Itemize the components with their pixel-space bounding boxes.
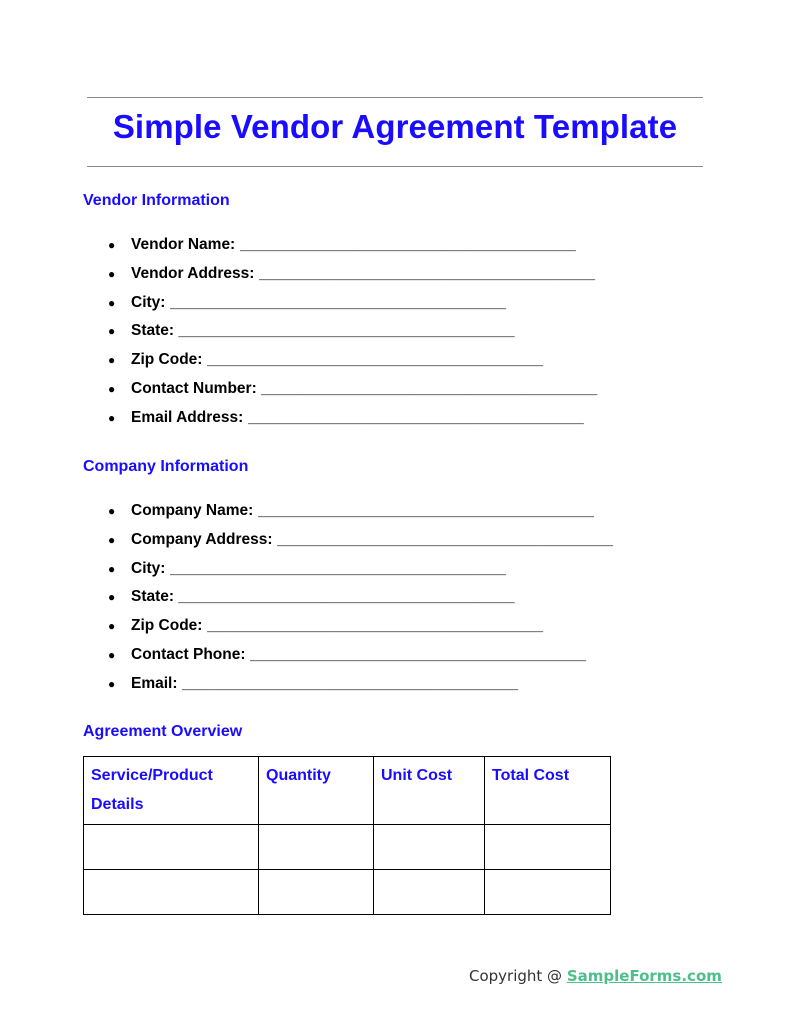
column-header-quantity: Quantity <box>259 757 374 825</box>
table-cell[interactable] <box>374 870 485 915</box>
column-header-total-cost: Total Cost <box>485 757 611 825</box>
company-field-list <box>108 497 615 699</box>
field-label: Vendor Name: <box>131 236 236 253</box>
table-row <box>84 870 611 915</box>
bullet-icon: ● <box>108 532 116 547</box>
vendor-name-field[interactable] <box>108 231 599 260</box>
company-state-field[interactable] <box>108 583 615 612</box>
table-cell[interactable] <box>259 870 374 915</box>
field-label: State: <box>131 588 175 606</box>
company-email-field[interactable] <box>108 670 615 699</box>
vendor-address-field[interactable] <box>108 260 599 289</box>
agreement-section-heading: Agreement Overview <box>83 723 243 740</box>
table-cell[interactable] <box>259 825 374 870</box>
table-cell[interactable] <box>84 870 259 915</box>
vendor-state-field[interactable] <box>108 317 599 346</box>
field-label: Company Address: <box>131 530 273 548</box>
vendor-section-heading: Vendor Information <box>83 192 230 209</box>
blank-line[interactable]: _______________________________________ <box>206 617 543 635</box>
bullet-icon: ● <box>108 353 116 368</box>
column-header-service-product: Service/Product Details <box>84 757 259 825</box>
blank-line[interactable]: _______________________________________ <box>206 351 543 369</box>
company-address-field[interactable] <box>108 526 615 555</box>
page-title: Simple Vendor Agreement Template <box>112 108 678 145</box>
vendor-field-list <box>108 231 599 433</box>
copyright-footer <box>469 967 722 985</box>
bullet-icon: ● <box>108 381 116 396</box>
bullet-icon: ● <box>108 238 116 252</box>
bullet-icon: ● <box>108 266 116 281</box>
table-cell[interactable] <box>374 825 485 870</box>
copyright-text: Copyright @ <box>469 967 567 985</box>
company-zip-field[interactable] <box>108 612 615 641</box>
field-label: Contact Phone: <box>131 645 246 663</box>
field-label: Email: <box>131 674 178 692</box>
company-section-heading: Company Information <box>83 458 249 475</box>
table-row <box>84 825 611 870</box>
vendor-zip-field[interactable] <box>108 346 599 375</box>
blank-line[interactable]: _______________________________________ <box>247 408 584 426</box>
bullet-icon: ● <box>108 647 116 662</box>
table-cell[interactable] <box>485 870 611 915</box>
blank-line[interactable]: _______________________________________ <box>178 322 515 340</box>
sampleforms-link[interactable]: SampleForms.com <box>566 967 722 985</box>
table-header-row <box>84 757 611 825</box>
bullet-icon: ● <box>108 561 116 576</box>
blank-line[interactable]: _______________________________________ <box>181 674 519 692</box>
blank-line[interactable]: _______________________________________ <box>178 588 515 606</box>
field-label: Zip Code: <box>131 617 203 635</box>
field-label: City: <box>131 293 166 311</box>
field-label: Contact Number: <box>131 379 257 397</box>
field-label: State: <box>131 322 175 340</box>
company-contact-phone-field[interactable] <box>108 641 615 670</box>
blank-line[interactable]: _______________________________________ <box>169 293 506 311</box>
table-cell[interactable] <box>485 825 611 870</box>
title-bottom-rule <box>87 166 703 167</box>
blank-line[interactable]: _______________________________________ <box>258 264 595 282</box>
vendor-city-field[interactable] <box>108 289 599 318</box>
bullet-icon: ● <box>108 676 116 691</box>
bullet-icon: ● <box>108 295 116 310</box>
column-header-unit-cost: Unit Cost <box>374 757 485 825</box>
table-cell[interactable] <box>84 825 259 870</box>
agreement-overview-table <box>83 756 611 915</box>
bullet-icon: ● <box>108 324 116 339</box>
field-label: City: <box>131 559 166 577</box>
blank-line[interactable]: _______________________________________ <box>257 502 594 519</box>
field-label: Vendor Address: <box>131 264 255 282</box>
blank-line[interactable]: _______________________________________ <box>276 530 614 548</box>
vendor-email-field[interactable] <box>108 404 599 433</box>
company-name-field[interactable] <box>108 497 615 526</box>
field-label: Zip Code: <box>131 351 203 369</box>
bullet-icon: ● <box>108 410 116 425</box>
bullet-icon: ● <box>108 619 116 634</box>
blank-line[interactable]: _______________________________________ <box>239 236 576 253</box>
blank-line[interactable]: _______________________________________ <box>169 559 506 577</box>
blank-line[interactable]: _______________________________________ <box>249 645 587 663</box>
field-label: Email Address: <box>131 408 244 426</box>
title-top-rule <box>87 97 703 98</box>
bullet-icon: ● <box>108 590 116 605</box>
vendor-contact-number-field[interactable] <box>108 375 599 404</box>
company-city-field[interactable] <box>108 555 615 584</box>
bullet-icon: ● <box>108 504 116 518</box>
blank-line[interactable]: _______________________________________ <box>261 379 598 397</box>
field-label: Company Name: <box>131 502 254 519</box>
